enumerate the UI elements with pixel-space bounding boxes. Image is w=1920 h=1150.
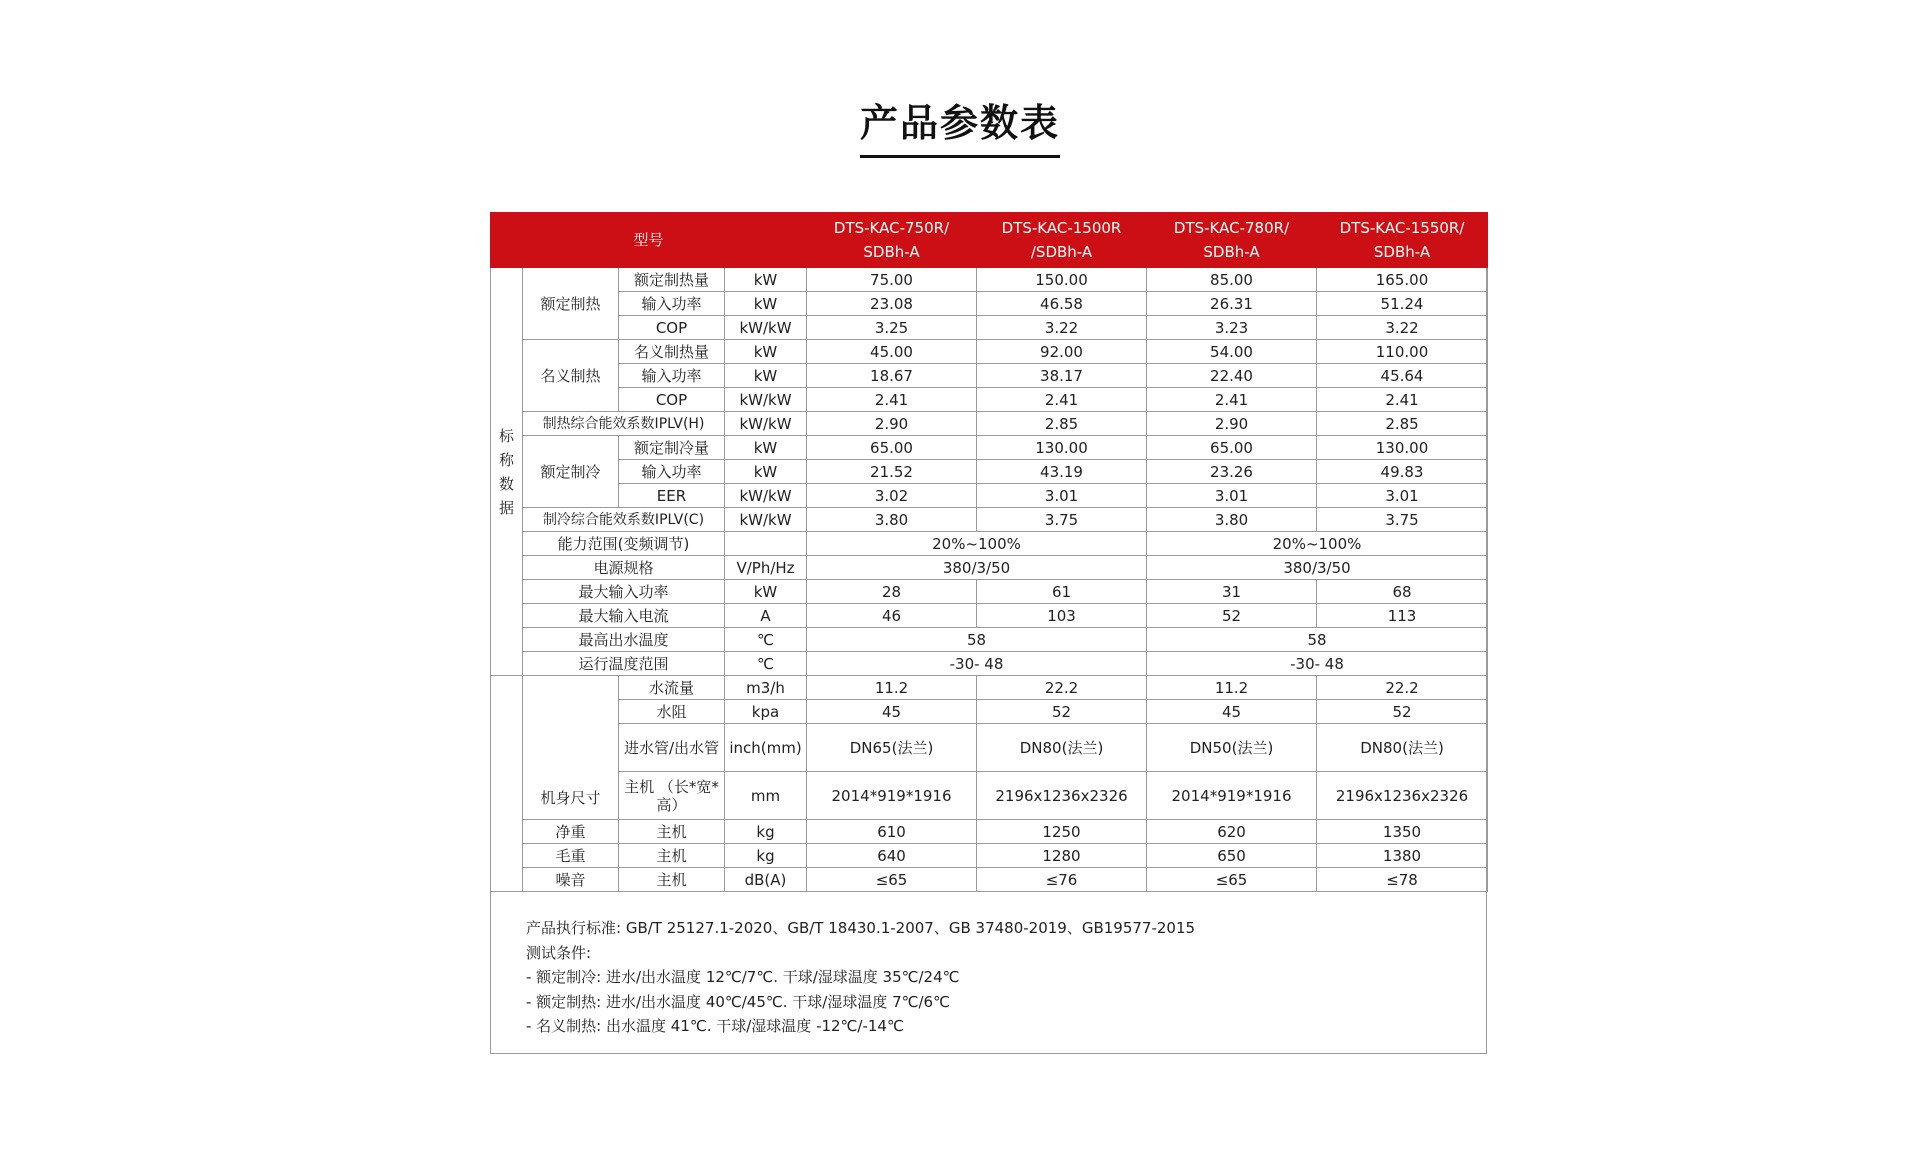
row-unit: kW/kW xyxy=(725,388,807,412)
cell-value: 2.85 xyxy=(977,412,1147,436)
row-unit: kW/kW xyxy=(725,508,807,532)
cell-value: 150.00 xyxy=(977,268,1147,292)
row-label: 最大输入功率 xyxy=(523,580,725,604)
cell-value: 2.90 xyxy=(1147,412,1317,436)
model-1: DTS-KAC-750R/ SDBh-A xyxy=(807,213,977,268)
cell-value: 51.24 xyxy=(1317,292,1488,316)
row-group: 噪音 xyxy=(523,868,619,892)
cell-value: ≤65 xyxy=(807,868,977,892)
cell-value: 20%~100% xyxy=(807,532,1147,556)
cell-value: 113 xyxy=(1317,604,1488,628)
cell-value: 110.00 xyxy=(1317,340,1488,364)
row-label: 水阻 xyxy=(619,700,725,724)
cell-value: 45.00 xyxy=(807,340,977,364)
table-row xyxy=(491,628,1488,652)
row-unit: kW xyxy=(725,292,807,316)
cell-value: DN65(法兰) xyxy=(807,724,977,772)
row-unit: m3/h xyxy=(725,676,807,700)
cell-value: 92.00 xyxy=(977,340,1147,364)
cell-value: ≤76 xyxy=(977,868,1147,892)
table-header-row xyxy=(491,213,1488,268)
group-nominal-heating: 名义制热 xyxy=(523,340,619,412)
cell-value: 1280 xyxy=(977,844,1147,868)
row-unit: kW xyxy=(725,436,807,460)
row-label: COP xyxy=(619,388,725,412)
row-unit: A xyxy=(725,604,807,628)
cell-value: 2.41 xyxy=(1147,388,1317,412)
table-row xyxy=(491,340,1488,364)
row-label: 进水管/出水管 xyxy=(619,724,725,772)
row-label: 输入功率 xyxy=(619,460,725,484)
table-row xyxy=(491,676,1488,700)
cell-value: DN80(法兰) xyxy=(977,724,1147,772)
cell-value: 2014*919*1916 xyxy=(1147,772,1317,820)
cell-value: 31 xyxy=(1147,580,1317,604)
row-label: COP xyxy=(619,316,725,340)
table-row xyxy=(491,388,1488,412)
cell-value: ≤65 xyxy=(1147,868,1317,892)
cell-value: 65.00 xyxy=(1147,436,1317,460)
row-unit: inch(mm) xyxy=(725,724,807,772)
cell-value: 52 xyxy=(1317,700,1488,724)
table-row xyxy=(491,604,1488,628)
spec-sheet xyxy=(490,212,1487,1054)
cell-value: 23.26 xyxy=(1147,460,1317,484)
cell-value: 26.31 xyxy=(1147,292,1317,316)
note-nominal-heating: - 名义制热: 出水温度 41℃. 干球/湿球温度 -12℃/-14℃ xyxy=(526,1017,904,1035)
cell-value: 640 xyxy=(807,844,977,868)
cell-value: 49.83 xyxy=(1317,460,1488,484)
cell-value: 2196x1236x2326 xyxy=(1317,772,1488,820)
row-label: 名义制热量 xyxy=(619,340,725,364)
cell-value: 380/3/50 xyxy=(1147,556,1488,580)
row-unit: ℃ xyxy=(725,652,807,676)
cell-value: 45 xyxy=(807,700,977,724)
row-label: 最高出水温度 xyxy=(523,628,725,652)
group-rated-cooling: 额定制冷 xyxy=(523,436,619,508)
cell-value: 22.2 xyxy=(977,676,1147,700)
cell-value: 45 xyxy=(1147,700,1317,724)
cell-value: 1380 xyxy=(1317,844,1488,868)
table-row xyxy=(491,724,1488,772)
cell-value: 22.2 xyxy=(1317,676,1488,700)
cell-value: 3.01 xyxy=(977,484,1147,508)
table-row xyxy=(491,460,1488,484)
cell-value: 21.52 xyxy=(807,460,977,484)
row-unit: V/Ph/Hz xyxy=(725,556,807,580)
cell-value: 68 xyxy=(1317,580,1488,604)
cell-value: 46 xyxy=(807,604,977,628)
section-label-nominal-data xyxy=(491,268,523,676)
table-row xyxy=(491,316,1488,340)
table-row xyxy=(491,412,1488,436)
row-label: 主机 xyxy=(619,820,725,844)
cell-value: 3.75 xyxy=(1317,508,1488,532)
table-row xyxy=(491,700,1488,724)
table-row xyxy=(491,436,1488,460)
note-standard: 产品执行标准: GB/T 25127.1-2020、GB/T 18430.1-2007、GB 37480-2019、GB19577-2015 xyxy=(526,919,1196,937)
cell-value: 3.80 xyxy=(1147,508,1317,532)
cell-value: 1250 xyxy=(977,820,1147,844)
notes-block xyxy=(526,916,1195,1039)
row-label: 运行温度范围 xyxy=(523,652,725,676)
cell-value: 20%~100% xyxy=(1147,532,1488,556)
cell-value: 85.00 xyxy=(1147,268,1317,292)
cell-value: 3.02 xyxy=(807,484,977,508)
cell-value: 610 xyxy=(807,820,977,844)
cell-value: 58 xyxy=(1147,628,1488,652)
table-row xyxy=(491,532,1488,556)
cell-value: 18.67 xyxy=(807,364,977,388)
cell-value: 3.80 xyxy=(807,508,977,532)
table-row xyxy=(491,820,1488,844)
cell-value: 58 xyxy=(807,628,1147,652)
cell-value: 61 xyxy=(977,580,1147,604)
cell-value: 11.2 xyxy=(807,676,977,700)
cell-value: -30- 48 xyxy=(1147,652,1488,676)
cell-value: 2.41 xyxy=(977,388,1147,412)
table-row xyxy=(491,580,1488,604)
row-unit: kW xyxy=(725,268,807,292)
row-unit: kg xyxy=(725,844,807,868)
row-label: 额定制热量 xyxy=(619,268,725,292)
table-row xyxy=(491,508,1488,532)
table-row xyxy=(491,868,1488,892)
cell-value: 380/3/50 xyxy=(807,556,1147,580)
table-row xyxy=(491,292,1488,316)
row-unit: kW/kW xyxy=(725,316,807,340)
table-row xyxy=(491,268,1488,292)
model-2: DTS-KAC-1500R /SDBh-A xyxy=(977,213,1147,268)
page-title: 产品参数表 xyxy=(860,92,1060,158)
group-dimensions: 机身尺寸 xyxy=(523,676,619,820)
table-row xyxy=(491,364,1488,388)
row-unit: ℃ xyxy=(725,628,807,652)
table-row xyxy=(491,652,1488,676)
cell-value: DN50(法兰) xyxy=(1147,724,1317,772)
model-4: DTS-KAC-1550R/ SDBh-A xyxy=(1317,213,1488,268)
cell-value: 130.00 xyxy=(1317,436,1488,460)
row-label: 水流量 xyxy=(619,676,725,700)
cell-value: 46.58 xyxy=(977,292,1147,316)
cell-value: 11.2 xyxy=(1147,676,1317,700)
row-label: 能力范围(变频调节) xyxy=(523,532,725,556)
row-label: 输入功率 xyxy=(619,364,725,388)
row-unit: mm xyxy=(725,772,807,820)
cell-value: 2.90 xyxy=(807,412,977,436)
row-label: 制热综合能效系数IPLV(H) xyxy=(523,412,725,436)
row-label: 电源规格 xyxy=(523,556,725,580)
row-label: 输入功率 xyxy=(619,292,725,316)
cell-value: 130.00 xyxy=(977,436,1147,460)
cell-value: 3.75 xyxy=(977,508,1147,532)
cell-value: -30- 48 xyxy=(807,652,1147,676)
note-rated-heating: - 额定制热: 进水/出水温度 40℃/45℃. 干球/湿球温度 7℃/6℃ xyxy=(526,992,950,1011)
table-row xyxy=(491,844,1488,868)
cell-value: 52 xyxy=(1147,604,1317,628)
cell-value: ≤78 xyxy=(1317,868,1488,892)
cell-value: 3.01 xyxy=(1147,484,1317,508)
cell-value: 65.00 xyxy=(807,436,977,460)
table-row xyxy=(491,772,1488,820)
cell-value: 103 xyxy=(977,604,1147,628)
row-unit: kpa xyxy=(725,700,807,724)
row-label: EER xyxy=(619,484,725,508)
row-label: 额定制冷量 xyxy=(619,436,725,460)
row-unit: dB(A) xyxy=(725,868,807,892)
cell-value: 1350 xyxy=(1317,820,1488,844)
cell-value: 54.00 xyxy=(1147,340,1317,364)
model-label: 型号 xyxy=(491,213,807,268)
table-row xyxy=(491,556,1488,580)
model-3: DTS-KAC-780R/ SDBh-A xyxy=(1147,213,1317,268)
row-unit xyxy=(725,532,807,556)
row-label: 最大输入电流 xyxy=(523,604,725,628)
cell-value: 650 xyxy=(1147,844,1317,868)
cell-value: 75.00 xyxy=(807,268,977,292)
cell-value: 52 xyxy=(977,700,1147,724)
cell-value: 23.08 xyxy=(807,292,977,316)
row-unit: kW xyxy=(725,340,807,364)
cell-value: 2196x1236x2326 xyxy=(977,772,1147,820)
cell-value: 620 xyxy=(1147,820,1317,844)
row-unit: kW xyxy=(725,364,807,388)
row-label: 主机 （长*宽*高） xyxy=(619,772,725,820)
cell-value: 45.64 xyxy=(1317,364,1488,388)
spec-table xyxy=(490,212,1488,892)
cell-value: 2.85 xyxy=(1317,412,1488,436)
row-label: 制冷综合能效系数IPLV(C) xyxy=(523,508,725,532)
cell-value: DN80(法兰) xyxy=(1317,724,1488,772)
cell-value: 3.01 xyxy=(1317,484,1488,508)
cell-value: 3.23 xyxy=(1147,316,1317,340)
cell-value: 2014*919*1916 xyxy=(807,772,977,820)
section-2-spacer xyxy=(491,676,523,892)
note-test-title: 测试条件: xyxy=(526,943,592,962)
group-rated-heating: 额定制热 xyxy=(523,268,619,340)
row-group: 毛重 xyxy=(523,844,619,868)
row-group: 净重 xyxy=(523,820,619,844)
cell-value: 22.40 xyxy=(1147,364,1317,388)
cell-value: 165.00 xyxy=(1317,268,1488,292)
row-unit: kW xyxy=(725,460,807,484)
cell-value: 3.25 xyxy=(807,316,977,340)
cell-value: 43.19 xyxy=(977,460,1147,484)
row-label: 主机 xyxy=(619,844,725,868)
cell-value: 2.41 xyxy=(807,388,977,412)
section-label-text: 标 称 数 据 xyxy=(498,426,514,517)
page-title-wrap xyxy=(0,92,1920,158)
row-label: 主机 xyxy=(619,868,725,892)
cell-value: 38.17 xyxy=(977,364,1147,388)
cell-value: 28 xyxy=(807,580,977,604)
cell-value: 3.22 xyxy=(977,316,1147,340)
row-unit: kW xyxy=(725,580,807,604)
row-unit: kW/kW xyxy=(725,412,807,436)
note-rated-cooling: - 额定制冷: 进水/出水温度 12℃/7℃. 干球/湿球温度 35℃/24℃ xyxy=(526,968,960,986)
cell-value: 2.41 xyxy=(1317,388,1488,412)
table-row xyxy=(491,484,1488,508)
row-unit: kg xyxy=(725,820,807,844)
cell-value: 3.22 xyxy=(1317,316,1488,340)
row-unit: kW/kW xyxy=(725,484,807,508)
